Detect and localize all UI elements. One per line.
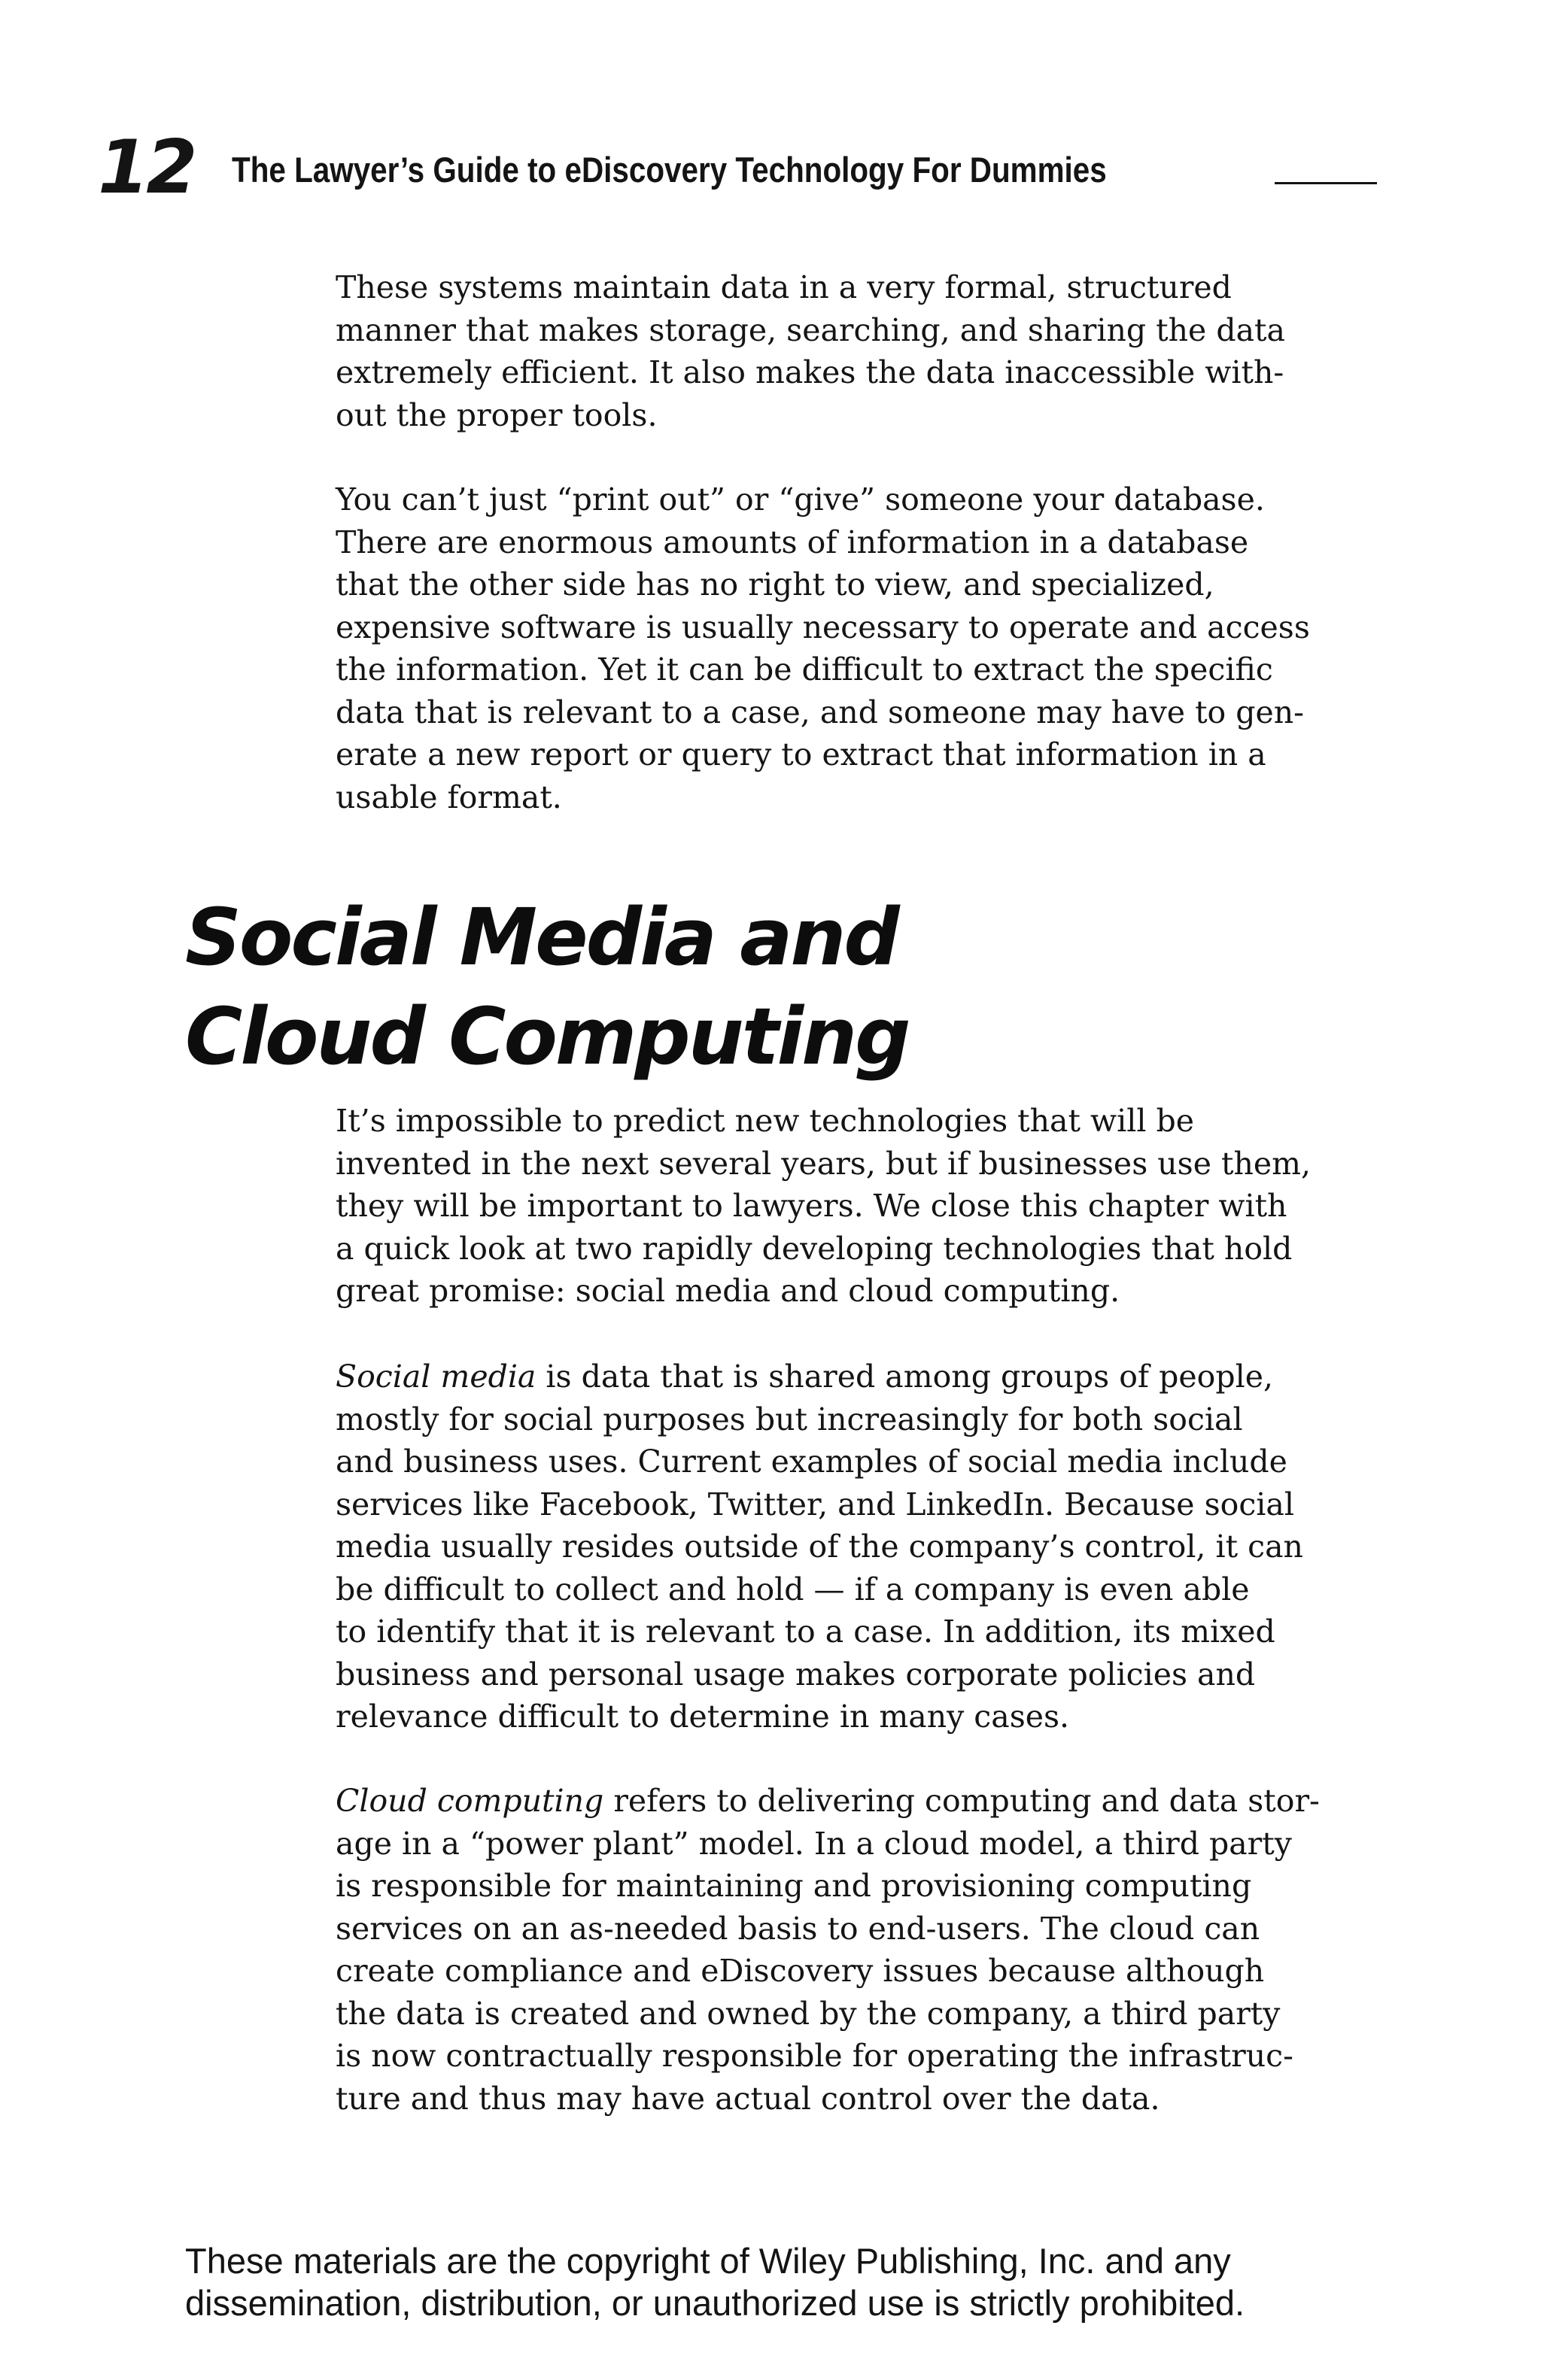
cloud-computing-paragraph — [336, 1780, 1389, 2120]
text-line: services like Facebook, Twitter, and LinkedIn. Because social — [336, 1486, 1294, 1522]
cloud-computing-term: Cloud computing — [336, 1783, 604, 1819]
text-line: erate a new report or query to extract that information in a — [336, 736, 1266, 773]
social-media-term: Social media — [336, 1358, 536, 1395]
section-paragraph-1 — [336, 1100, 1389, 1313]
heading-line: Cloud Computing — [185, 991, 909, 1082]
footer-line: dissemination, distribution, or unauthorized use is strictly prohibited. — [185, 2283, 1245, 2323]
text-line: These systems maintain data in a very formal, structured — [336, 269, 1232, 305]
social-media-paragraph — [336, 1355, 1389, 1738]
text-line: mostly for social purposes but increasingly for both social — [336, 1401, 1243, 1437]
footer-line: These materials are the copyright of Wiley Publishing, Inc. and any — [185, 2241, 1231, 2281]
text-line: create compliance and eDiscovery issues because although — [336, 1953, 1265, 1989]
text-line: usable format. — [336, 779, 562, 815]
text-line — [336, 1780, 1389, 1823]
section-heading — [185, 888, 909, 1086]
text-line: You can’t just “print out” or “give” someone your database. — [336, 481, 1265, 518]
page-number: 12 — [98, 125, 195, 211]
text-line: is responsible for maintaining and provisioning computing — [336, 1868, 1252, 1904]
text-line: age in a “power plant” model. In a cloud model, a third party — [336, 1825, 1292, 1862]
text-line: a quick look at two rapidly developing technologies that hold — [336, 1230, 1293, 1267]
text-line: There are enormous amounts of information in a database — [336, 524, 1249, 560]
text-run: is data that is shared among groups of people, — [536, 1358, 1273, 1395]
text-line: out the proper tools. — [336, 396, 658, 433]
heading-line: Social Media and — [185, 891, 898, 983]
running-title: The Lawyer’s Guide to eDiscovery Technology For Dummies — [232, 150, 1107, 190]
copyright-footer — [185, 2240, 1464, 2324]
text-line: manner that makes storage, searching, and sharing the data — [336, 311, 1285, 348]
text-line: expensive software is usually necessary to operate and access — [336, 609, 1310, 645]
header-rule — [1275, 182, 1377, 184]
text-line: the data is created and owned by the company, a third party — [336, 1995, 1281, 2032]
text-line: is now contractually responsible for operating the infrastruc- — [336, 2038, 1293, 2074]
text-line: data that is relevant to a case, and someone may have to gen- — [336, 694, 1305, 730]
text-line: ture and thus may have actual control over the data. — [336, 2080, 1160, 2117]
text-line: they will be important to lawyers. We close this chapter with — [336, 1188, 1287, 1224]
text-line: extremely efficient. It also makes the data inaccessible with- — [336, 354, 1284, 390]
text-run: refers to delivering computing and data stor- — [603, 1783, 1320, 1819]
text-line: be difficult to collect and hold — if a company is even able — [336, 1571, 1250, 1607]
running-header — [98, 126, 1377, 209]
text-line: invented in the next several years, but if businesses use them, — [336, 1145, 1312, 1182]
text-line: to identify that it is relevant to a case. In addition, its mixed — [336, 1613, 1275, 1650]
text-line: services on an as-needed basis to end-users. The cloud can — [336, 1910, 1260, 1947]
text-line: media usually resides outside of the company’s control, it can — [336, 1528, 1303, 1565]
text-line: relevance difficult to determine in many cases. — [336, 1698, 1070, 1735]
text-line: business and personal usage makes corporate policies and — [336, 1656, 1256, 1692]
text-line: and business uses. Current examples of social media include — [336, 1443, 1287, 1480]
text-line — [336, 1355, 1389, 1398]
text-line: the information. Yet it can be difficult to extract the specific — [336, 651, 1273, 688]
text-line: that the other side has no right to view, and specialized, — [336, 566, 1214, 603]
text-line: It’s impossible to predict new technologies that will be — [336, 1103, 1194, 1139]
intro-paragraph-2 — [336, 478, 1389, 818]
intro-paragraph-1 — [336, 266, 1389, 436]
text-line: great promise: social media and cloud computing. — [336, 1273, 1120, 1309]
